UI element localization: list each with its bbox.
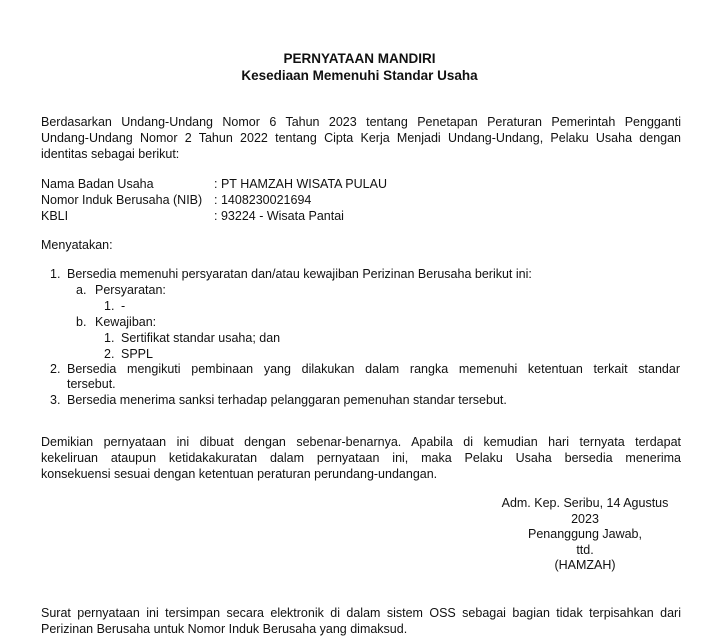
- list-item-number: 2.: [50, 362, 61, 376]
- signature-place-date: Adm. Kep. Seribu, 14 Agustus: [501, 496, 669, 510]
- identity-label: KBLI: [41, 209, 69, 223]
- identity-value-text: PT HAMZAH WISATA PULAU: [220, 177, 387, 191]
- signature-role: Penanggung Jawab,: [528, 527, 642, 541]
- identity-separator: :: [214, 177, 218, 191]
- sub-item-letter: b.: [76, 315, 87, 329]
- list-item-number: 1.: [50, 267, 61, 281]
- sub-sub-item-text: Sertifikat standar usaha; dan: [121, 331, 281, 345]
- sub-sub-item-text: -: [121, 299, 126, 313]
- identity-separator: :: [214, 209, 218, 223]
- list-item-text-continued: tersebut.: [67, 377, 116, 391]
- identity-value: [214, 192, 311, 208]
- declares-label: Menyatakan:: [41, 238, 113, 252]
- signature-year: 2023: [571, 512, 599, 526]
- intro-line-3: identitas sebagai berikut:: [41, 147, 180, 161]
- footer-line-2: Perizinan Berusaha untuk Nomor Induk Berusaha yang dimaksud.: [41, 622, 408, 636]
- identity-label: Nama Badan Usaha: [41, 177, 154, 191]
- intro-line-2: Undang-Undang Nomor 2 Tahun 2022 tentang Cipta Kerja Menjadi Undang-Undang, Pelaku Usaha dengan: [41, 131, 681, 145]
- list-item-text: Bersedia mengikuti pembinaan yang dilakukan dalam rangka memenuhi ketentuan terkait standar: [67, 362, 680, 376]
- sub-sub-item-number: 1.: [104, 331, 115, 345]
- list-item-number: 3.: [50, 393, 61, 407]
- footer-line-1: Surat pernyataan ini tersimpan secara elektronik di dalam sistem OSS sebagai bagian tidak terpisahkan dari: [41, 606, 681, 620]
- sub-sub-item-number: 2.: [104, 347, 115, 361]
- identity-value: [214, 176, 387, 192]
- signature-signed: ttd.: [576, 543, 594, 557]
- identity-separator: :: [214, 193, 218, 207]
- closing-line-2: kekeliruan ataupun ketidakakuratan dalam pernyataan ini, maka Pelaku Usaha bersedia menerima: [41, 451, 681, 465]
- document-title: PERNYATAAN MANDIRI: [283, 51, 436, 66]
- identity-value-text: 1408230021694: [220, 193, 312, 207]
- closing-line-1: Demikian pernyataan ini dibuat dengan sebenar-benarnya. Apabila di kemudian hari ternyata terdapat: [41, 435, 681, 449]
- sub-sub-item-number: 1.: [104, 299, 115, 313]
- identity-value-text: 93224 - Wisata Pantai: [220, 209, 344, 223]
- sub-item-text: Kewajiban:: [95, 315, 157, 329]
- sub-sub-item-text: SPPL: [121, 347, 153, 361]
- sub-item-text: Persyaratan:: [95, 283, 166, 297]
- closing-line-3: konsekuensi sesuai dengan ketentuan peraturan perundang-undangan.: [41, 467, 438, 481]
- list-item-text: Bersedia memenuhi persyaratan dan/atau kewajiban Perizinan Berusaha berikut ini:: [67, 267, 532, 281]
- identity-label: Nomor Induk Berusaha (NIB): [41, 193, 203, 207]
- signature-name: (HAMZAH): [554, 558, 616, 572]
- identity-value: [214, 208, 344, 224]
- list-item-text: Bersedia menerima sanksi terhadap pelanggaran pemenuhan standar tersebut.: [67, 393, 507, 407]
- intro-line-1: Berdasarkan Undang-Undang Nomor 6 Tahun 2023 tentang Penetapan Peraturan Pemerintah Pengganti: [41, 115, 681, 129]
- document-subtitle: Kesediaan Memenuhi Standar Usaha: [241, 68, 478, 83]
- sub-item-letter: a.: [76, 283, 87, 297]
